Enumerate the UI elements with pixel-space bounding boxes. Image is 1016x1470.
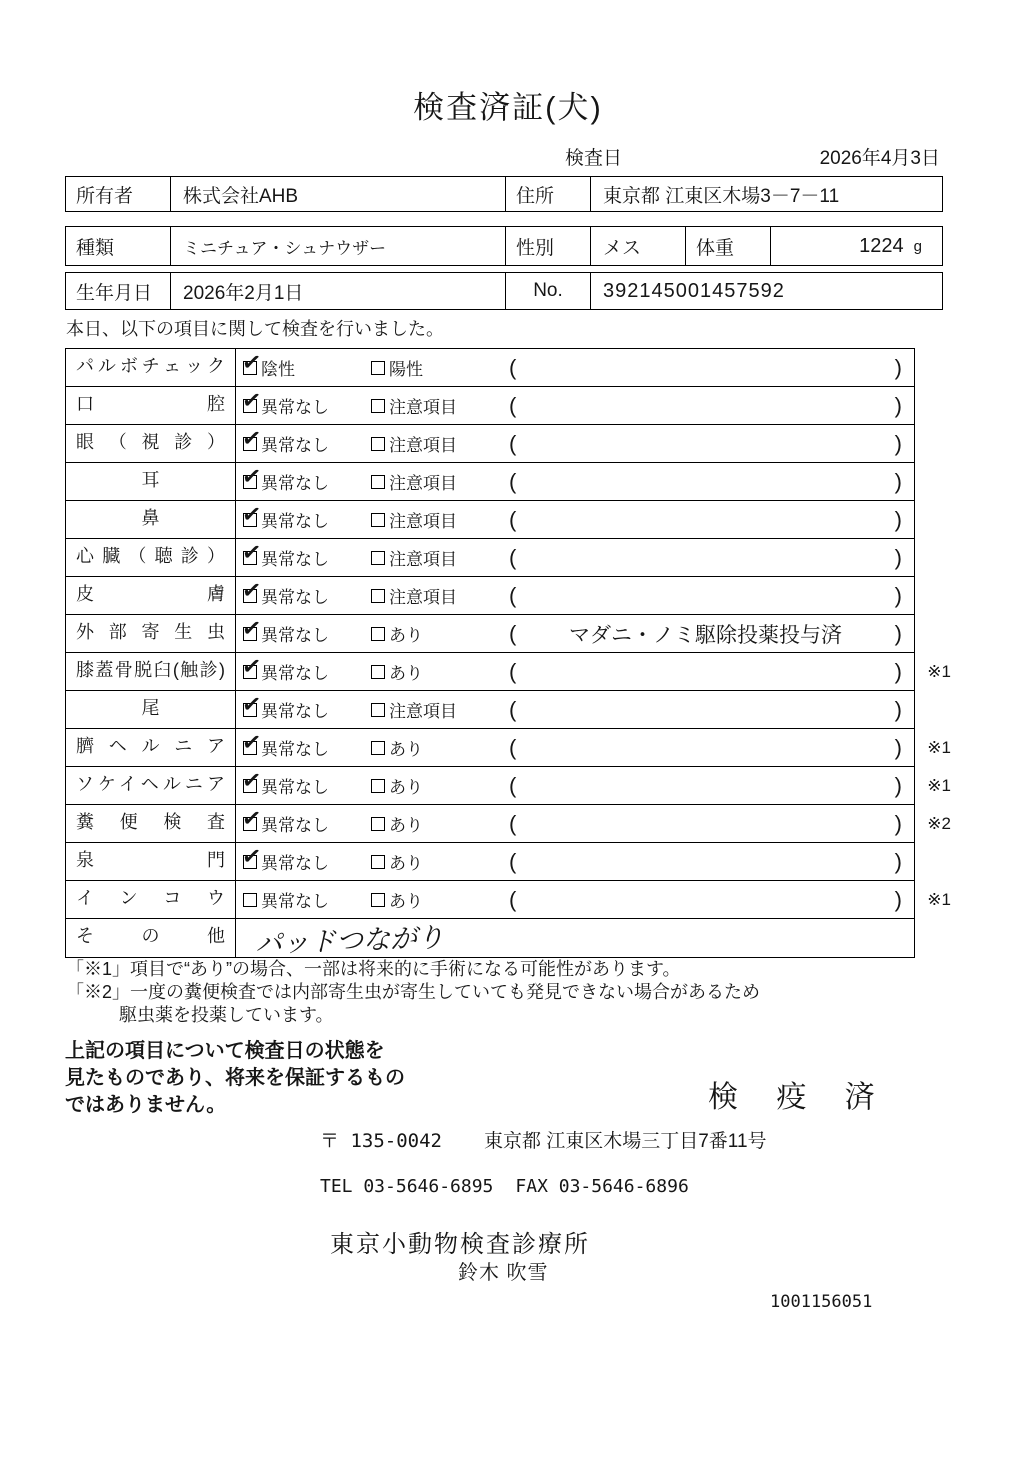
checkbox-label: 陰性 (261, 360, 295, 379)
checkbox-label: 注意項目 (389, 588, 457, 607)
checkbox-label: あり (389, 740, 423, 759)
checkbox-checked-icon (243, 475, 257, 489)
item-note-area (509, 849, 914, 875)
close-paren: ) (894, 810, 902, 836)
clinic-phone-row (320, 1176, 689, 1197)
inspection-row (66, 805, 951, 843)
item-note-area (509, 431, 914, 457)
item-label: 臍ヘルニア (66, 729, 236, 766)
checkbox-option (371, 887, 509, 912)
checkbox-label: 異常なし (261, 854, 329, 873)
item-label: 心臓（聴診） (66, 539, 236, 576)
address-label: 住所 (516, 185, 555, 207)
checkbox-option (243, 887, 371, 912)
checkbox-option (243, 811, 371, 836)
close-paren: ) (894, 392, 902, 418)
checkbox-option (371, 621, 509, 646)
checkbox-label: 異常なし (261, 664, 329, 683)
inspection-row (66, 729, 951, 767)
weight-label: 体重 (696, 237, 735, 259)
microchip-no-value: 392145001457592 (603, 279, 785, 302)
open-paren: ( (509, 544, 517, 570)
checkbox-checked-icon (243, 437, 257, 451)
inspection-row (66, 691, 914, 729)
checkbox-label: 異常なし (261, 550, 329, 569)
checkbox-label: 異常なし (261, 702, 329, 721)
checkbox-option (243, 545, 371, 570)
checkbox-checked-icon (243, 817, 257, 831)
page-title: 検査済証(犬) (413, 90, 603, 125)
sex-label: 性別 (516, 237, 555, 259)
checkbox-option (243, 659, 371, 684)
sex-value: メス (591, 227, 686, 265)
checkbox-icon (371, 779, 385, 793)
checkbox-option (243, 507, 371, 532)
checkbox-checked-icon (243, 361, 257, 375)
item-label: 尾 (66, 691, 236, 728)
item-label: 眼（視診） (66, 425, 236, 462)
weight-unit: g (913, 237, 922, 255)
checkbox-option (371, 507, 509, 532)
checkbox-label: 注意項目 (389, 512, 457, 531)
birth-table (65, 272, 943, 310)
inspection-row (66, 653, 951, 691)
checkbox-icon (371, 627, 385, 641)
item-label: 外部寄生虫 (66, 615, 236, 652)
close-paren: ) (894, 544, 902, 570)
disclaimer-line-2: 見たものであり、将来を保証するもの (65, 1067, 405, 1089)
close-paren: ) (894, 886, 902, 912)
birth-value: 2026年2月1日 (171, 273, 506, 309)
item-note-area (509, 355, 914, 381)
close-paren: ) (894, 734, 902, 760)
checkbox-option (243, 849, 371, 874)
disclaimer-line-3: ではありません。 (65, 1094, 227, 1116)
footnote-mark: ※2 (927, 813, 951, 833)
checkbox-checked-icon (243, 855, 257, 869)
checkbox-icon (371, 741, 385, 755)
open-paren: ( (509, 696, 517, 722)
open-paren: ( (509, 886, 517, 912)
inspection-date-value: 2026年4月3日 (819, 148, 940, 169)
item-body (236, 501, 914, 538)
checkbox-option (371, 697, 509, 722)
checkbox-checked-icon (243, 551, 257, 565)
checkbox-label: 陽性 (389, 360, 423, 379)
footnote-1: 「※1」項目で“あり”の場合、一部は将来的に手術になる可能性があります。 (66, 959, 681, 979)
checkbox-icon (371, 513, 385, 527)
item-note-area (509, 773, 914, 799)
checkbox-label: 異常なし (261, 512, 329, 531)
item-note-area (509, 469, 914, 495)
item-body (236, 691, 914, 728)
open-paren: ( (509, 772, 517, 798)
inspection-row (66, 387, 914, 425)
open-paren: ( (509, 810, 517, 836)
checkbox-label: 注意項目 (389, 398, 457, 417)
intro-text: 本日、以下の項目に関して検査を行いました。 (66, 319, 444, 339)
inspection-row (66, 767, 951, 805)
item-note: マダニ・ノミ駆除投薬投与済 (569, 623, 842, 647)
item-body (236, 881, 914, 918)
checkbox-option (371, 545, 509, 570)
checkbox-option (371, 735, 509, 760)
open-paren: ( (509, 620, 517, 646)
close-paren: ) (894, 506, 902, 532)
checkbox-label: 異常なし (261, 398, 329, 417)
inspection-row (66, 881, 951, 919)
footnotes (66, 958, 760, 1027)
item-note-area (509, 507, 914, 533)
checkbox-option (371, 355, 509, 380)
footnote-mark: ※1 (927, 889, 951, 909)
checkbox-icon (371, 703, 385, 717)
inspection-date-row (565, 143, 940, 170)
open-paren: ( (509, 848, 517, 874)
checkbox-option (371, 773, 509, 798)
checkbox-option (243, 469, 371, 494)
checkbox-label: あり (389, 778, 423, 797)
checkbox-option (243, 697, 371, 722)
owner-label: 所有者 (76, 185, 134, 207)
inspection-row (66, 577, 914, 615)
inspection-row (66, 463, 914, 501)
footnote-2: 「※2」一度の糞便検査では内部寄生虫が寄生していても発見できない場合があるため (66, 982, 761, 1002)
checkbox-label: 異常なし (261, 740, 329, 759)
checkbox-icon (371, 855, 385, 869)
inspection-row (66, 539, 914, 577)
clinic-name: 東京小動物検査診療所 (330, 1231, 590, 1258)
checkbox-checked-icon (243, 513, 257, 527)
close-paren: ) (894, 354, 902, 380)
checkbox-option (371, 849, 509, 874)
quarantine-stamp: 検 疫 済 (708, 1081, 890, 1114)
checkbox-label: 異常なし (261, 474, 329, 493)
checkbox-icon (371, 589, 385, 603)
item-label: 耳 (66, 463, 236, 500)
checkbox-label: あり (389, 854, 423, 873)
item-label: パルボチェック (66, 349, 236, 386)
checkbox-checked-icon (243, 589, 257, 603)
item-note-area (509, 619, 914, 649)
open-paren: ( (509, 430, 517, 456)
checkbox-checked-icon (243, 779, 257, 793)
close-paren: ) (894, 696, 902, 722)
checkbox-checked-icon (243, 703, 257, 717)
breed-value: ミニチュア・シュナウザー (171, 227, 506, 265)
item-body (236, 463, 914, 500)
clinic-address-row (320, 1126, 767, 1153)
item-body (236, 539, 914, 576)
item-note-area (509, 735, 914, 761)
checkbox-label: 異常なし (261, 816, 329, 835)
item-label: 鼻 (66, 501, 236, 538)
item-note-area (509, 393, 914, 419)
checkbox-icon (371, 817, 385, 831)
checkbox-label: 注意項目 (389, 550, 457, 569)
breed-label: 種類 (76, 237, 115, 259)
checkbox-option (243, 621, 371, 646)
inspection-row (66, 919, 914, 960)
item-note-area (509, 811, 914, 837)
inspection-date-label: 検査日 (565, 148, 623, 169)
veterinarian-name: 鈴木 吹雪 (458, 1262, 549, 1284)
checkbox-label: 異常なし (261, 892, 329, 911)
checkbox-option (371, 431, 509, 456)
inspection-row (66, 501, 914, 539)
weight-value-cell (771, 227, 942, 265)
inspection-row (66, 425, 914, 463)
checkbox-icon (371, 361, 385, 375)
checkbox-icon (371, 475, 385, 489)
checkbox-label: あり (389, 816, 423, 835)
close-paren: ) (894, 582, 902, 608)
close-paren: ) (894, 658, 902, 684)
checkbox-label: あり (389, 892, 423, 911)
clinic-address: 東京都 江東区木場三丁目7番11号 (483, 1131, 767, 1152)
item-note-area (509, 659, 914, 685)
checkbox-checked-icon (243, 665, 257, 679)
inspection-table (65, 348, 951, 960)
disclaimer (65, 1038, 405, 1119)
item-body (236, 349, 914, 386)
item-note-area (509, 697, 914, 723)
close-paren: ) (894, 430, 902, 456)
checkbox-icon (371, 551, 385, 565)
clinic-postal-code: 〒 135-0042 (320, 1130, 442, 1152)
weight-value: 1224 (859, 234, 904, 257)
open-paren: ( (509, 582, 517, 608)
checkbox-label: 異常なし (261, 626, 329, 645)
open-paren: ( (509, 658, 517, 684)
item-body (236, 805, 914, 842)
item-body (236, 729, 914, 766)
item-label: 口腔 (66, 387, 236, 424)
serial-number: 1001156051 (770, 1292, 873, 1312)
footnote-mark: ※1 (927, 775, 951, 795)
item-label: 糞便検査 (66, 805, 236, 842)
item-label: 皮膚 (66, 577, 236, 614)
owner-table (65, 176, 943, 212)
checkbox-icon (371, 665, 385, 679)
checkbox-option (243, 393, 371, 418)
checkbox-label: あり (389, 626, 423, 645)
footnote-mark: ※1 (927, 737, 951, 757)
close-paren: ) (894, 772, 902, 798)
checkbox-option (371, 393, 509, 418)
birth-label: 生年月日 (76, 282, 153, 304)
checkbox-option (371, 811, 509, 836)
item-note-area (509, 887, 914, 913)
checkbox-option (371, 469, 509, 494)
open-paren: ( (509, 506, 517, 532)
owner-value: 株式会社AHB (171, 177, 506, 211)
item-body (236, 919, 914, 960)
checkbox-option (243, 735, 371, 760)
footnote-2-continued: 駆虫薬を投薬しています。 (119, 1005, 334, 1025)
item-body (236, 577, 914, 614)
item-label: 泉門 (66, 843, 236, 880)
checkbox-label: 異常なし (261, 588, 329, 607)
close-paren: ) (894, 848, 902, 874)
checkbox-option (243, 431, 371, 456)
inspection-row (66, 843, 914, 881)
disclaimer-line-1: 上記の項目について検査日の状態を (65, 1040, 385, 1062)
checkbox-icon (243, 893, 257, 907)
item-label: 膝蓋骨脱臼(触診) (66, 653, 236, 690)
item-body (236, 425, 914, 462)
inspection-row (66, 349, 914, 387)
checkbox-label: 注意項目 (389, 474, 457, 493)
close-paren: ) (894, 620, 902, 646)
address-value: 東京都 江東区木場3－7－11 (603, 185, 840, 207)
checkbox-label: 異常なし (261, 436, 329, 455)
item-body (236, 767, 914, 804)
checkbox-checked-icon (243, 741, 257, 755)
microchip-no-label: No. (506, 273, 591, 309)
inspection-row (66, 615, 914, 653)
item-label: その他 (66, 919, 236, 957)
item-note-area (509, 583, 914, 609)
checkbox-checked-icon (243, 627, 257, 641)
checkbox-option (243, 773, 371, 798)
checkbox-option (243, 583, 371, 608)
item-body (236, 653, 914, 690)
checkbox-checked-icon (243, 399, 257, 413)
item-body (236, 843, 914, 880)
checkbox-option (371, 583, 509, 608)
item-body (236, 615, 914, 652)
checkbox-icon (371, 437, 385, 451)
footnote-mark: ※1 (927, 661, 951, 681)
handwritten-note: パッドつながり (254, 922, 445, 960)
open-paren: ( (509, 392, 517, 418)
checkbox-label: 注意項目 (389, 702, 457, 721)
item-note-area (509, 545, 914, 571)
checkbox-option (371, 659, 509, 684)
open-paren: ( (509, 734, 517, 760)
checkbox-option (243, 355, 371, 380)
checkbox-icon (371, 893, 385, 907)
close-paren: ) (894, 468, 902, 494)
open-paren: ( (509, 468, 517, 494)
item-body (236, 387, 914, 424)
checkbox-label: 注意項目 (389, 436, 457, 455)
checkbox-icon (371, 399, 385, 413)
clinic-tel: TEL 03-5646-6895 (320, 1176, 494, 1197)
checkbox-label: あり (389, 664, 423, 683)
breed-table (65, 226, 943, 266)
clinic-fax: FAX 03-5646-6896 (515, 1176, 689, 1197)
item-label: ソケイヘルニア (66, 767, 236, 804)
checkbox-label: 異常なし (261, 778, 329, 797)
open-paren: ( (509, 354, 517, 380)
item-label: インコウ (66, 881, 236, 918)
